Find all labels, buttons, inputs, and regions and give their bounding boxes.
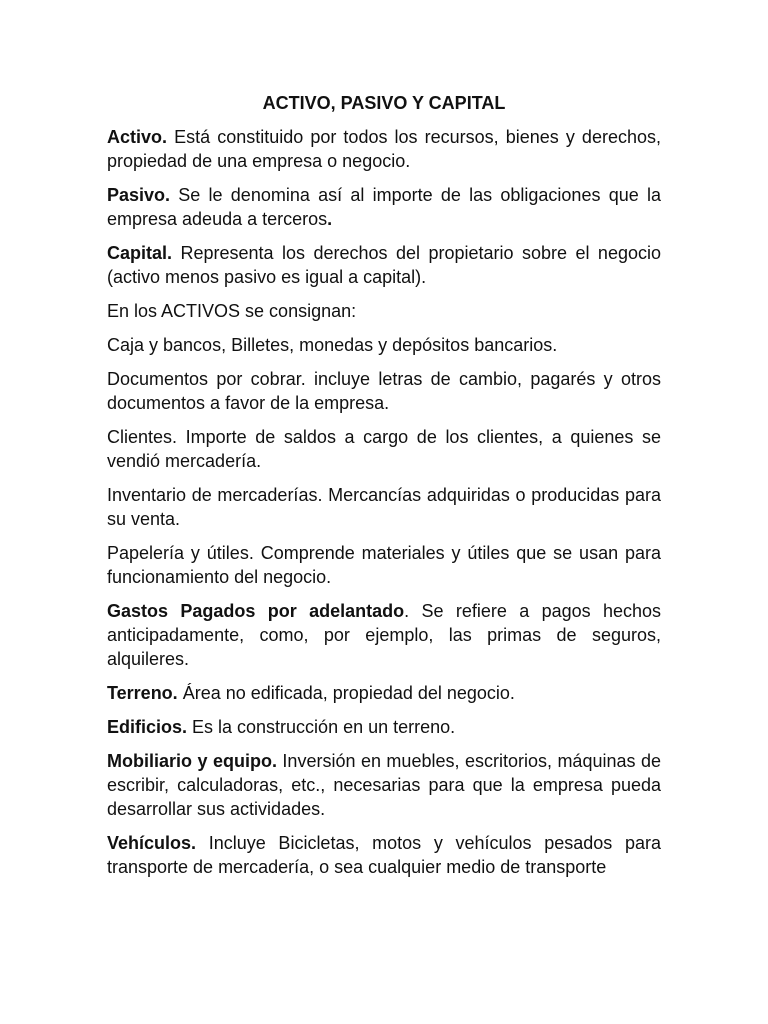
term-pasivo: Pasivo. (107, 185, 171, 205)
paragraph-caja-bancos (107, 333, 661, 357)
term-activo: Activo. (107, 127, 168, 147)
paragraph-vehiculos (107, 831, 661, 879)
inventario-text: Inventario de mercaderías. Mercancías adquiridas o producidas para su venta. (107, 485, 661, 529)
clientes-text: Clientes. Importe de saldos a cargo de los clientes, a quienes se vendió mercadería. (107, 427, 661, 471)
activos-intro-text: En los ACTIVOS se consignan: (107, 301, 357, 321)
paragraph-edificios (107, 715, 661, 739)
paragraph-papeleria (107, 541, 661, 589)
definition-capital: Representa los derechos del propietario sobre el negocio (activo menos pasivo es igual a capital). (107, 243, 661, 287)
term-mobiliario: Mobiliario y equipo. (107, 751, 277, 771)
papeleria-text: Papelería y útiles. Comprende materiales y útiles que se usan para funcionamiento del negocio. (107, 543, 661, 587)
document-page (107, 91, 661, 889)
definition-terreno: Área no edificada, propiedad del negocio. (177, 683, 515, 703)
paragraph-pasivo (107, 183, 661, 231)
document-title: ACTIVO, PASIVO Y CAPITAL (262, 93, 506, 113)
term-terreno: Terreno. (107, 683, 178, 703)
paragraph-gastos-pagados (107, 599, 661, 671)
definition-mobiliario: Inversión en muebles, escritorios, máquinas de escribir, calculadoras, etc., necesarias para que la empresa pueda desarrollar sus actividades. (107, 751, 661, 819)
paragraph-capital (107, 241, 661, 289)
paragraph-documentos-cobrar (107, 367, 661, 415)
documentos-cobrar-text: Documentos por cobrar. incluye letras de cambio, pagarés y otros documentos a favor de la empresa. (107, 369, 661, 413)
definition-pasivo: Se le denomina así al importe de las obligaciones que la empresa adeuda a terceros (107, 185, 661, 229)
paragraph-activos-intro (107, 299, 661, 323)
paragraph-inventario (107, 483, 661, 531)
paragraph-clientes (107, 425, 661, 473)
term-capital: Capital. (107, 243, 173, 263)
definition-activo: Está constituido por todos los recursos, bienes y derechos, propiedad de una empresa o negocio. (107, 127, 661, 171)
definition-pasivo-period: . (327, 209, 333, 229)
definition-gastos-pagados: . Se refiere a pagos hechos anticipadamente, como, por ejemplo, las primas de seguros, alquileres. (107, 601, 662, 669)
term-edificios: Edificios. (107, 717, 188, 737)
paragraph-mobiliario (107, 749, 661, 821)
caja-bancos-text: Caja y bancos, Billetes, monedas y depósitos bancarios. (107, 335, 558, 355)
definition-edificios: Es la construcción en un terreno. (187, 717, 456, 737)
paragraph-terreno (107, 681, 661, 705)
term-gastos-pagados: Gastos Pagados por adelantado (107, 601, 405, 621)
term-vehiculos: Vehículos. (107, 833, 197, 853)
definition-vehiculos: Incluye Bicicletas, motos y vehículos pesados para transporte de mercadería, o sea cualquier medio de transporte (107, 833, 661, 877)
paragraph-activo (107, 125, 661, 173)
